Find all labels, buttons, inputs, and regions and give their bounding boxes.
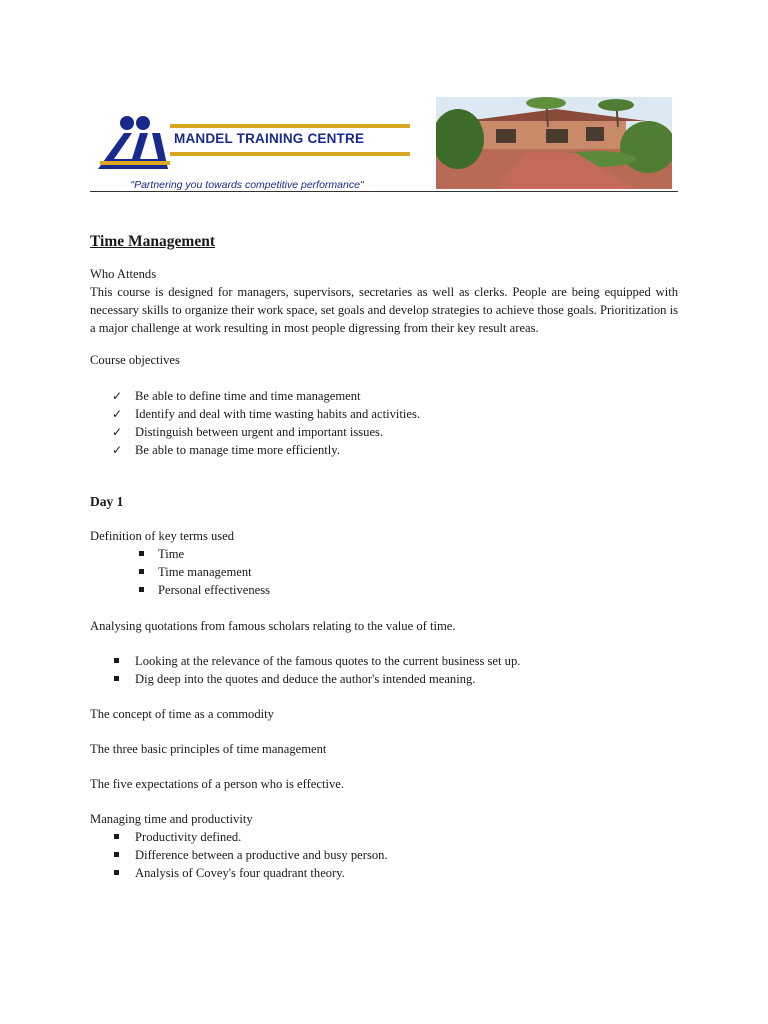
- bullet-icon: [139, 587, 144, 592]
- bullet-icon: [114, 870, 119, 875]
- list-item: ✓ Be able to manage time more efficiently.: [112, 443, 340, 457]
- productivity-heading: Managing time and productivity: [90, 812, 253, 826]
- list-item: ✓ Be able to define time and time management: [112, 389, 361, 403]
- commodity-topic: The concept of time as a commodity: [90, 707, 274, 721]
- list-item: Looking at the relevance of the famous quotes to the current business set up.: [90, 652, 678, 670]
- list-item: Analysis of Covey's four quadrant theory.: [90, 864, 678, 882]
- who-attends-text: This course is designed for managers, supervisors, secretaries as well as clerks. People are being equipped with necessary skills to organize their work space, set goals and develop strategies to achieve those goals. Prioritization is a major challenge at work resulting in most people digressing from their key result areas.: [90, 285, 678, 335]
- productivity-list: [90, 828, 678, 882]
- bullet-icon: [114, 852, 119, 857]
- checkmark-icon: ✓: [112, 407, 123, 421]
- objectives-list: [90, 387, 678, 459]
- who-attends-heading: Who Attends: [90, 267, 157, 281]
- bullet-icon: [114, 658, 119, 663]
- building-photo: [436, 97, 672, 189]
- day1-heading: Day 1: [90, 494, 124, 509]
- bullet-icon: [114, 676, 119, 681]
- course-title: Time Management: [90, 233, 215, 250]
- header-rule: [90, 191, 678, 192]
- bullet-icon: [114, 834, 119, 839]
- list-item: Personal effectiveness: [90, 581, 678, 599]
- expectations-topic: The five expectations of a person who is effective.: [90, 777, 344, 791]
- definitions-heading: Definition of key terms used: [90, 529, 235, 543]
- objectives-heading: Course objectives: [90, 353, 180, 367]
- course-content: [90, 233, 678, 882]
- list-item: Time: [90, 545, 678, 563]
- definitions-list: [90, 545, 678, 599]
- list-item: ✓ Identify and deal with time wasting habits and activities.: [112, 407, 421, 421]
- letterhead: [90, 95, 678, 193]
- logo-icon: [96, 115, 174, 171]
- list-item: ✓ Distinguish between urgent and important issues.: [112, 425, 384, 439]
- checkmark-icon: ✓: [112, 389, 123, 403]
- quotations-heading: Analysing quotations from famous scholars relating to the value of time.: [90, 619, 456, 633]
- checkmark-icon: ✓: [112, 425, 123, 439]
- gold-band-top: [170, 124, 410, 128]
- quotations-list: [90, 652, 678, 688]
- list-item: Productivity defined.: [90, 828, 678, 846]
- checkmark-icon: ✓: [112, 443, 123, 457]
- list-item: Dig deep into the quotes and deduce the author's intended meaning.: [90, 670, 678, 688]
- org-name: MANDEL TRAINING CENTRE: [174, 131, 365, 146]
- list-item: Time management: [90, 563, 678, 581]
- principles-topic: The three basic principles of time management: [90, 742, 327, 756]
- gold-band-bottom: [170, 152, 410, 156]
- list-item: Difference between a productive and busy person.: [90, 846, 678, 864]
- bullet-icon: [139, 551, 144, 556]
- logo-block: [90, 95, 420, 193]
- bullet-icon: [139, 569, 144, 574]
- tagline: "Partnering you towards competitive performance": [130, 179, 364, 191]
